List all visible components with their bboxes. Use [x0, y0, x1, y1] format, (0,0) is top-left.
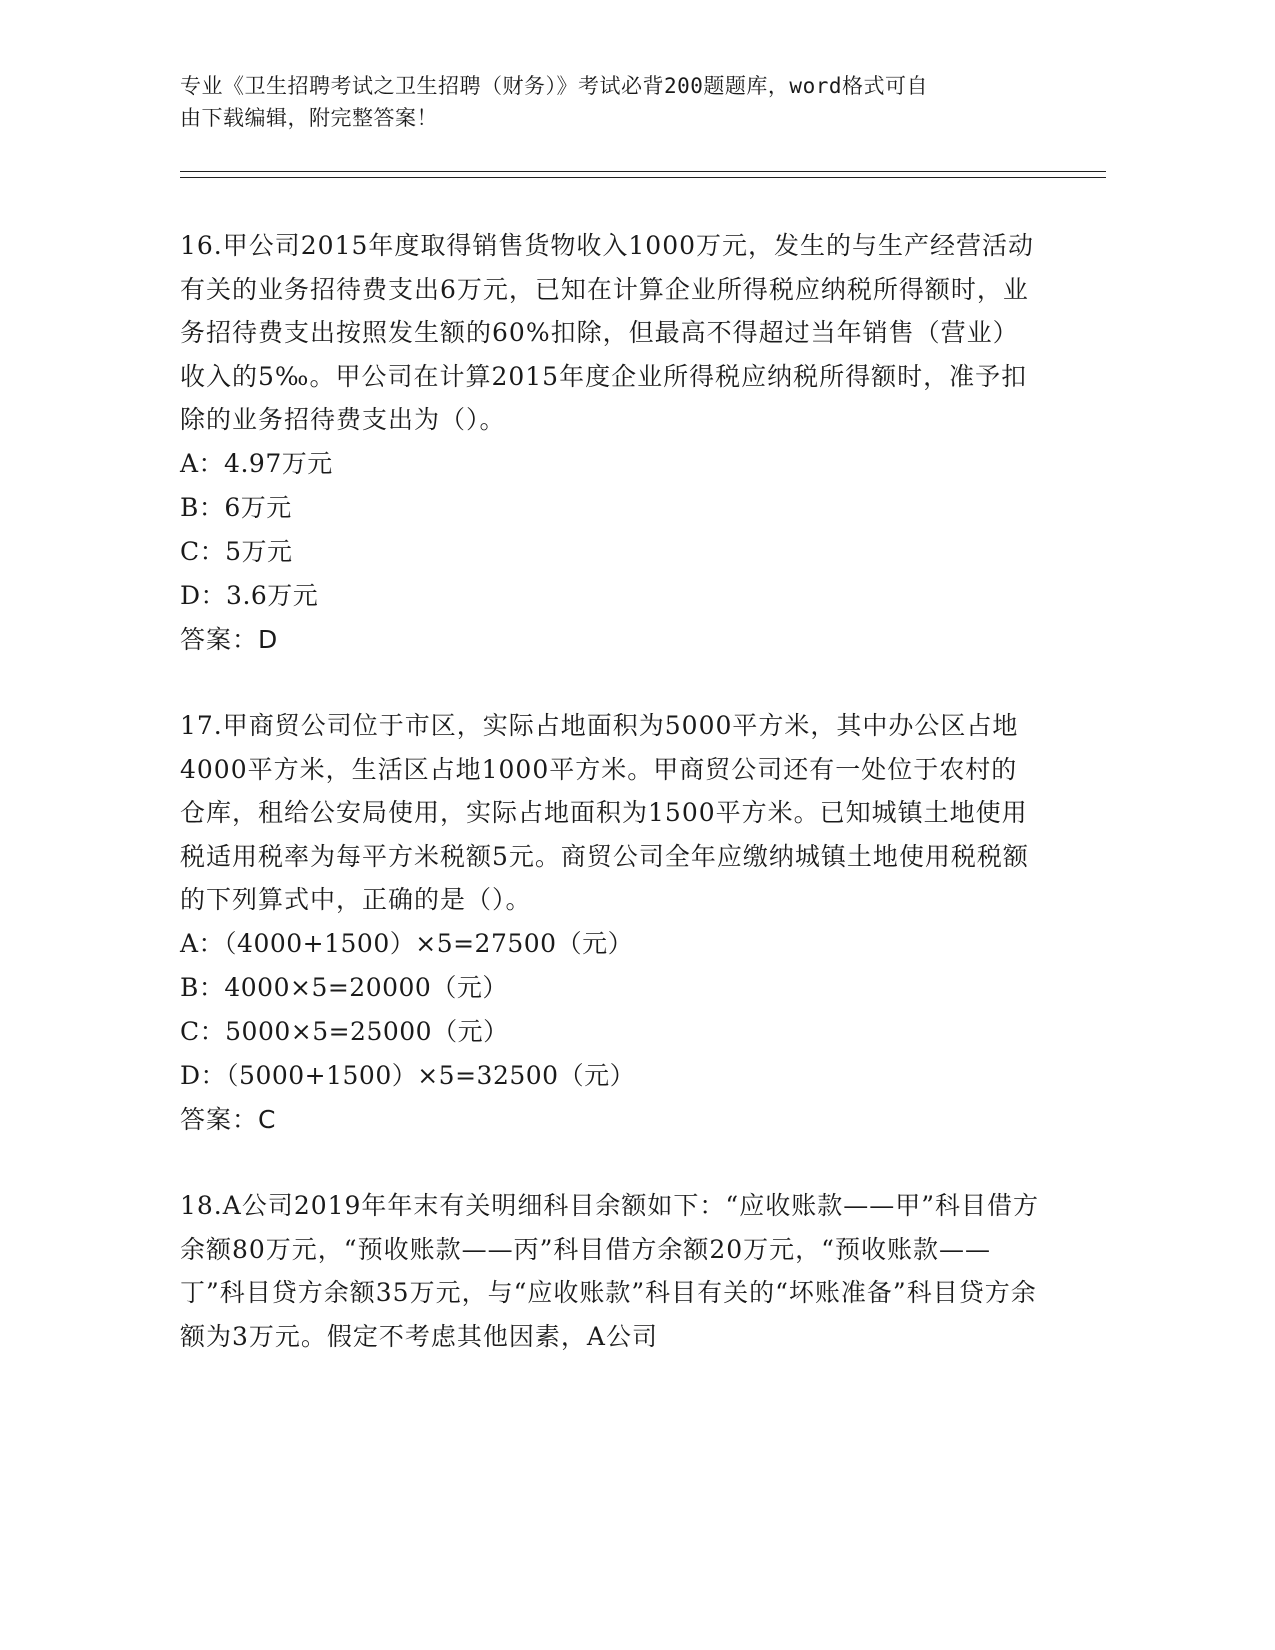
- option-a: A：（4000+1500）×5=27500（元）: [180, 928, 634, 958]
- answer: 答案：D: [180, 624, 279, 654]
- option-d: D：3.6万元: [180, 580, 319, 610]
- header-divider-bottom: [180, 177, 1106, 178]
- header-divider-top: [180, 171, 1106, 172]
- header-line-2: 由下载编辑，附完整答案！: [180, 106, 438, 130]
- header-line-1: 专业《卫生招聘考试之卫生招聘（财务）》考试必背200题题库，word格式可自: [180, 74, 928, 98]
- option-b: B：4000×5=20000（元）: [180, 972, 508, 1002]
- question-16: [180, 224, 1040, 662]
- option-c: C：5万元: [180, 536, 293, 566]
- answer: 答案：C: [180, 1104, 277, 1134]
- question-17: [180, 704, 1040, 1142]
- option-c: C：5000×5=25000（元）: [180, 1016, 509, 1046]
- document-header: [180, 70, 1040, 134]
- option-d: D：（5000+1500）×5=32500（元）: [180, 1060, 636, 1090]
- option-a: A：4.97万元: [180, 448, 333, 478]
- question-18: [180, 1184, 1040, 1358]
- question-text: 16.甲公司2015年度取得销售货物收入1000万元，发生的与生产经营活动有关的业务招待费支出6万元，已知在计算企业所得税应纳税所得额时，业务招待费支出按照发生额的60%扣除，但最高不得超过当年销售（营业）收入的5‰。甲公司在计算2015年度企业所得税应纳税所得额时，准予扣除的业务招待费支出为（）。: [180, 231, 1035, 434]
- option-b: B：6万元: [180, 492, 292, 522]
- question-text: 18.A公司2019年年末有关明细科目余额如下：“应收账款——甲”科目借方余额80万元，“预收账款——丙”科目借方余额20万元，“预收账款——丁”科目贷方余额35万元，与“应收账款”科目有关的“坏账准备”科目贷方余额为3万元。假定不考虑其他因素，A公司: [180, 1191, 1039, 1351]
- question-text: 17.甲商贸公司位于市区，实际占地面积为5000平方米，其中办公区占地4000平方米，生活区占地1000平方米。甲商贸公司还有一处位于农村的仓库，租给公安局使用，实际占地面积为1500平方米。已知城镇土地使用税适用税率为每平方米税额5元。商贸公司全年应缴纳城镇土地使用税税额的下列算式中，正确的是（）。: [180, 711, 1029, 914]
